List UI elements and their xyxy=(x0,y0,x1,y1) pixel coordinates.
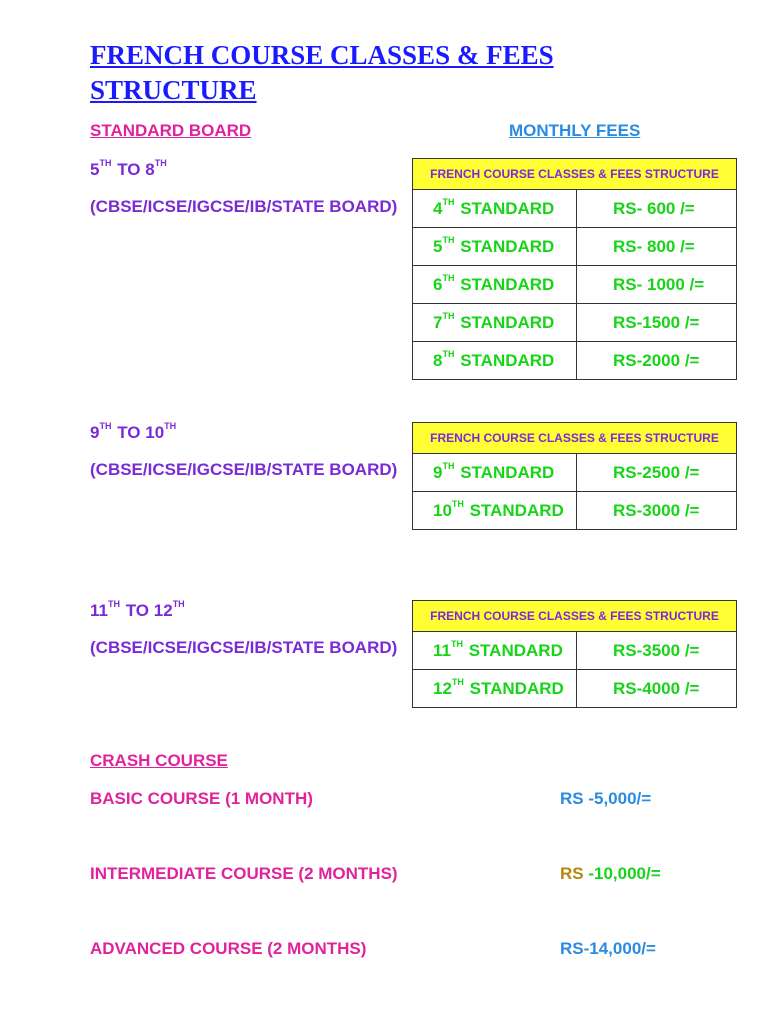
suffix: TH xyxy=(164,421,177,431)
table-header: FRENCH COURSE CLASSES & FEES STRUCTURE xyxy=(413,159,737,190)
suffix: TH xyxy=(172,599,185,609)
range-to-word: TO xyxy=(117,160,141,179)
group-range-5-8 xyxy=(90,160,168,180)
standard-number: 9 xyxy=(433,462,443,482)
suffix: TH xyxy=(450,638,463,649)
standard-word: STANDARD xyxy=(460,198,555,218)
suffix: TH xyxy=(451,676,464,687)
fee-cell: RS- 1000 /= xyxy=(577,266,737,304)
suffix: TH xyxy=(442,234,455,245)
standard-cell xyxy=(413,342,577,380)
standard-cell xyxy=(413,492,577,530)
range-to: 12 xyxy=(153,601,173,620)
group-range-9-10 xyxy=(90,423,177,443)
basic-course-fee: RS -5,000/= xyxy=(560,789,652,808)
standard-word: STANDARD xyxy=(468,640,563,660)
suffix: TH xyxy=(99,421,112,431)
suffix: TH xyxy=(451,498,464,509)
range-from: 9 xyxy=(90,423,100,442)
crash-course-heading: CRASH COURSE xyxy=(90,751,228,770)
standard-cell xyxy=(413,266,577,304)
basic-course-label: BASIC COURSE (1 MONTH) xyxy=(90,789,313,808)
board-list: (CBSE/ICSE/IGCSE/IB/STATE BOARD) xyxy=(90,638,398,657)
fees-table-5-8 xyxy=(412,158,737,380)
advanced-course-label: ADVANCED COURSE (2 MONTHS) xyxy=(90,939,367,958)
table-row xyxy=(413,190,737,228)
range-to-word: TO xyxy=(117,423,141,442)
table-row xyxy=(413,342,737,380)
suffix: TH xyxy=(107,599,120,609)
standard-board-heading: STANDARD BOARD xyxy=(90,121,252,140)
table-row xyxy=(413,228,737,266)
table-row xyxy=(413,266,737,304)
intermediate-course-label: INTERMEDIATE COURSE (2 MONTHS) xyxy=(90,864,398,883)
standard-number: 8 xyxy=(433,350,443,370)
fee-cell: RS-2500 /= xyxy=(577,454,737,492)
advanced-course-fee: RS-14,000/= xyxy=(560,939,656,958)
standard-cell xyxy=(413,454,577,492)
fee-cell: RS-4000 /= xyxy=(577,670,737,708)
range-to-word: TO xyxy=(125,601,150,620)
board-list: (CBSE/ICSE/IGCSE/IB/STATE BOARD) xyxy=(90,197,398,216)
standard-word: STANDARD xyxy=(460,312,555,332)
page-title: FRENCH COURSE CLASSES & FEES STRUCTURE xyxy=(90,40,554,105)
table-row xyxy=(413,632,737,670)
suffix: TH xyxy=(442,196,455,207)
fee-cell: RS-3000 /= xyxy=(577,492,737,530)
range-from: 11 xyxy=(90,601,108,620)
fees-table-9-10 xyxy=(412,422,737,530)
standard-word: STANDARD xyxy=(460,462,555,482)
fee-cell: RS-3500 /= xyxy=(577,632,737,670)
table-row xyxy=(413,304,737,342)
standard-number: 11 xyxy=(433,640,451,660)
standard-number: 6 xyxy=(433,274,443,294)
standard-word: STANDARD xyxy=(460,350,555,370)
monthly-fees-heading: MONTHLY FEES xyxy=(509,121,641,140)
standard-number: 7 xyxy=(433,312,443,332)
group-range-11-12 xyxy=(90,601,186,621)
table-row xyxy=(413,454,737,492)
table-header-row xyxy=(413,159,737,190)
standard-cell xyxy=(413,190,577,228)
table-header: FRENCH COURSE CLASSES & FEES STRUCTURE xyxy=(413,601,737,632)
suffix: TH xyxy=(442,310,455,321)
standard-number: 12 xyxy=(433,678,452,698)
suffix: TH xyxy=(442,460,455,471)
standard-word: STANDARD xyxy=(460,236,555,256)
standard-cell xyxy=(413,228,577,266)
fee-cell: RS- 800 /= xyxy=(577,228,737,266)
fee-cell: RS-2000 /= xyxy=(577,342,737,380)
standard-word: STANDARD xyxy=(460,274,555,294)
standard-number: 5 xyxy=(433,236,443,256)
suffix: TH xyxy=(99,158,112,168)
range-to: 8 xyxy=(145,160,155,179)
standard-word: STANDARD xyxy=(469,500,564,520)
standard-cell xyxy=(413,670,577,708)
standard-cell xyxy=(413,632,577,670)
board-list: (CBSE/ICSE/IGCSE/IB/STATE BOARD) xyxy=(90,460,398,479)
fees-table-11-12 xyxy=(412,600,737,708)
suffix: TH xyxy=(442,272,455,283)
range-from: 5 xyxy=(90,160,100,179)
range-to: 10 xyxy=(145,423,165,442)
table-header: FRENCH COURSE CLASSES & FEES STRUCTURE xyxy=(413,423,737,454)
standard-cell xyxy=(413,304,577,342)
suffix: TH xyxy=(442,348,455,359)
intermediate-course-fee xyxy=(560,864,661,884)
table-row xyxy=(413,670,737,708)
standard-number: 10 xyxy=(433,500,452,520)
standard-number: 4 xyxy=(433,198,443,218)
table-row xyxy=(413,492,737,530)
standard-word: STANDARD xyxy=(469,678,564,698)
fee-cell: RS-1500 /= xyxy=(577,304,737,342)
table-header-row xyxy=(413,601,737,632)
fee-cell: RS- 600 /= xyxy=(577,190,737,228)
fee-prefix: RS xyxy=(560,864,584,883)
suffix: TH xyxy=(154,158,167,168)
table-header-row xyxy=(413,423,737,454)
fee-amount: -10,000/= xyxy=(583,864,661,883)
